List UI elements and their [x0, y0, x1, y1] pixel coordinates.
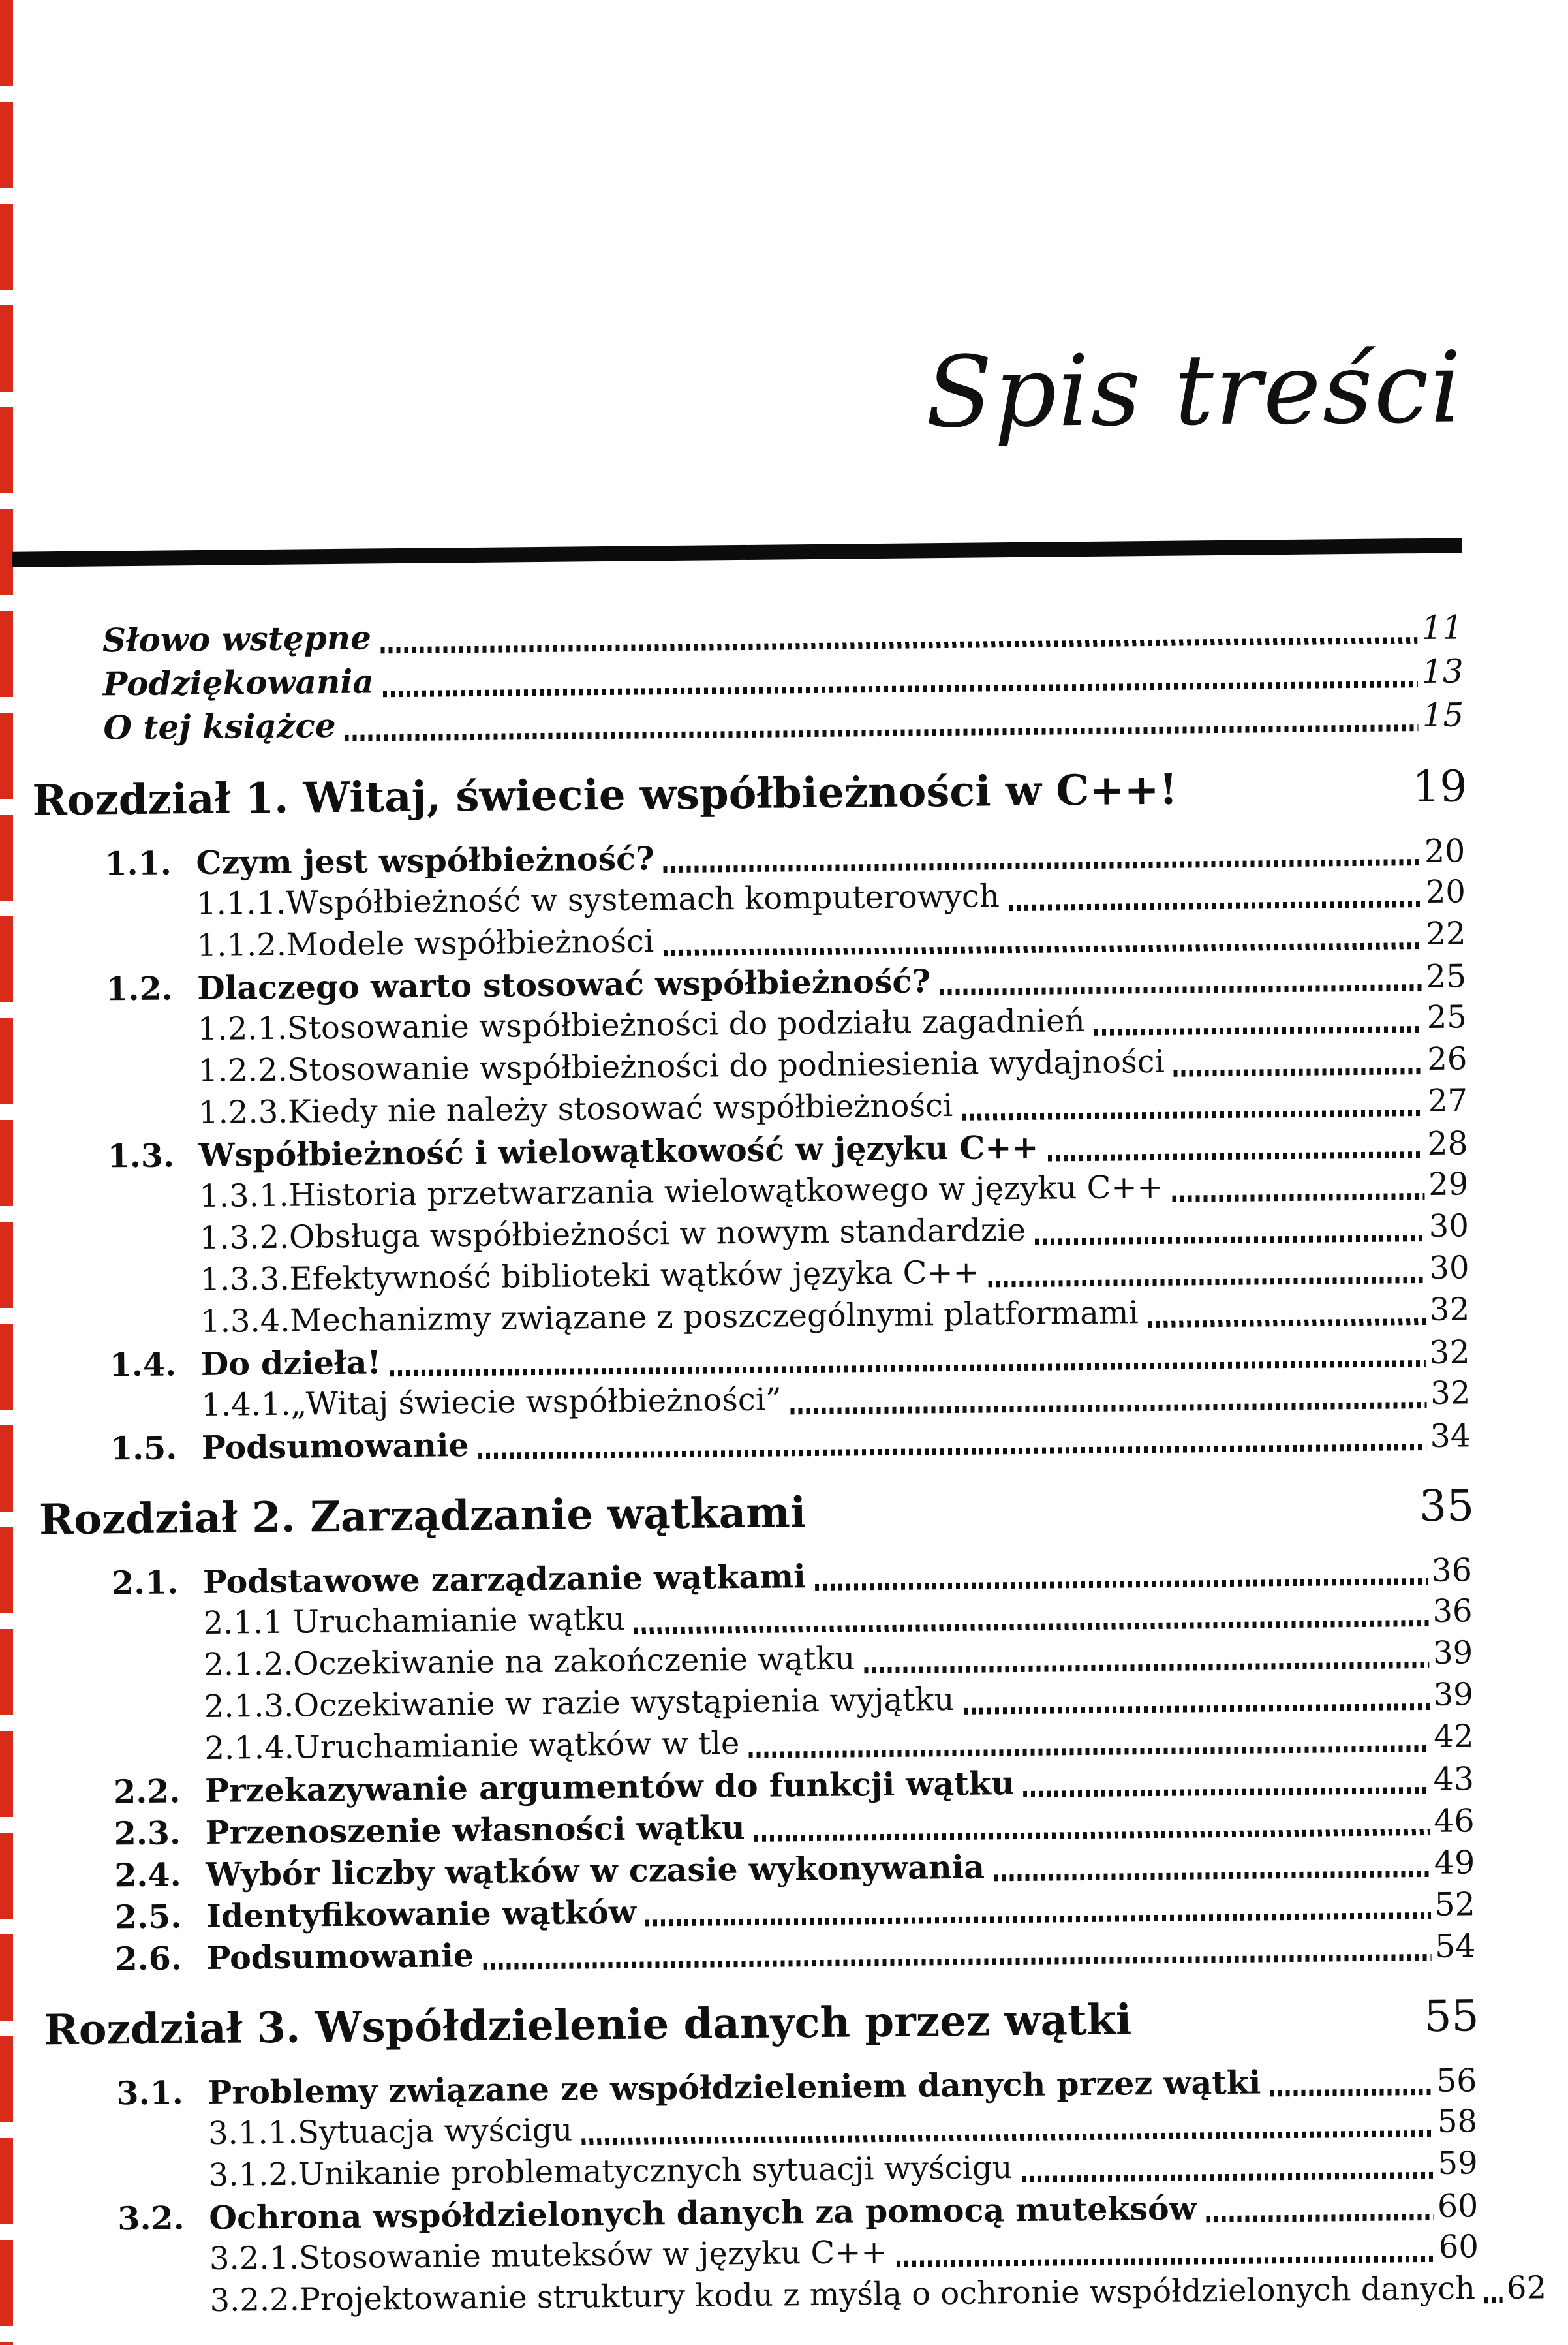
dot-leader — [1024, 1787, 1430, 1797]
entry-number: 1.1.2. — [196, 926, 287, 965]
dot-leader — [1094, 1026, 1423, 1036]
entry-title: Stosowanie muteksów w języku C++ — [298, 2233, 887, 2276]
entry-number: 2.4. — [114, 1856, 181, 1895]
entry-title: Uruchamianie wątków w tle — [294, 1725, 740, 1766]
dot-leader — [1048, 1151, 1424, 1162]
page-number: 36 — [1431, 1551, 1473, 1589]
entry-number: 2.1.2. — [203, 1645, 294, 1683]
entry-title: Modele współbieżności — [286, 923, 654, 963]
entry-number: 2.3. — [114, 1814, 181, 1853]
page-number: 26 — [1427, 1040, 1468, 1078]
entry-title: Oczekiwanie w razie wystąpienia wyjątku — [293, 1681, 955, 1724]
page-number: 49 — [1434, 1844, 1475, 1882]
entry-title: Kiedy nie należy stosować współbieżności — [287, 1087, 953, 1130]
page-number: 13 — [1421, 652, 1464, 691]
entry-title: Przenoszenie własności wątku — [205, 1809, 745, 1852]
page-number: 32 — [1429, 1333, 1470, 1371]
dot-leader — [380, 637, 1418, 653]
entry-number: 1.1. — [104, 844, 172, 883]
dot-leader — [664, 859, 1421, 873]
page-number: 32 — [1430, 1374, 1471, 1412]
entry-title: Projektowanie struktury kodu z myślą o ochronie współdzielonych danych — [299, 2270, 1476, 2318]
entry-title: Oczekiwanie na zakończenie wątku — [292, 1640, 855, 1683]
entry-title: Do dzieła! — [200, 1343, 382, 1384]
dot-leader — [864, 1662, 1429, 1673]
dot-leader — [1022, 2172, 1434, 2182]
page-number: 52 — [1434, 1886, 1476, 1923]
entry-title: Identyfikowanie wątków — [206, 1893, 637, 1935]
entry-number: 2.1.3. — [204, 1687, 294, 1725]
entry-title: Przekazywanie argumentów do funkcji wątku — [204, 1764, 1015, 1810]
dot-leader — [1174, 1068, 1424, 1077]
entry-title: Stosowanie współbieżności do podziału zagadnień — [286, 1002, 1085, 1047]
entry-number: 3.2.2. — [209, 2281, 300, 2319]
page-number: 29 — [1428, 1166, 1469, 1203]
dot-leader — [962, 1110, 1424, 1121]
dot-leader — [1148, 1318, 1426, 1328]
entry-title: Dlaczego warto stosować współbieżność? — [196, 962, 931, 1008]
entry-title: Podstawowe zarządzanie wątkami — [202, 1557, 806, 1602]
dot-leader — [989, 1277, 1426, 1287]
entry-number: 2.5. — [114, 1897, 182, 1936]
entry-title: Wybór liczby wątków w czasie wykonywania — [206, 1848, 985, 1893]
page-number: 22 — [1426, 915, 1466, 952]
dot-leader — [483, 1954, 1431, 1970]
dot-leader — [754, 1829, 1430, 1842]
chapter-page-number: 19 — [1412, 761, 1468, 813]
chapter-page-number: 55 — [1424, 1991, 1479, 2042]
entry-number: 1.3.4. — [200, 1302, 290, 1341]
dot-leader — [1173, 1193, 1425, 1202]
page-number: 54 — [1434, 1927, 1476, 1965]
page-number: 42 — [1434, 1718, 1474, 1755]
page-number: 60 — [1438, 2228, 1479, 2265]
entry-number: 1.1.1. — [196, 884, 286, 923]
entry-title: Efektywność biblioteki wątków języka C++ — [289, 1254, 980, 1297]
page-title: Spis treści — [925, 331, 1464, 450]
entry-title: Współbieżność w systemach komputerowych — [285, 878, 1000, 922]
page-number: 30 — [1429, 1249, 1469, 1286]
page-number: 20 — [1424, 832, 1466, 870]
chapter-title: Rozdział 2. Zarządzanie wątkami — [38, 1488, 807, 1545]
entry-number: 3.1. — [116, 2073, 184, 2113]
page-number: 56 — [1436, 2062, 1477, 2100]
entry-title: Współbieżność i wielowątkowość w języku C++ — [198, 1128, 1039, 1175]
chapter-heading-row — [38, 1480, 1475, 1557]
page-number: 32 — [1429, 1291, 1470, 1328]
entry-title: „Witaj świecie współbieżności” — [290, 1381, 782, 1423]
dot-leader — [345, 724, 1419, 741]
dot-leader — [1035, 1235, 1425, 1245]
entry-number: 3.2. — [117, 2199, 185, 2238]
entry-number: 1.2. — [105, 969, 173, 1008]
entry-title: Słowo wstępne — [102, 618, 372, 660]
dot-leader — [1270, 2089, 1432, 2096]
page-number: 20 — [1425, 873, 1466, 910]
title-rule — [12, 538, 1462, 567]
page-number: 30 — [1428, 1207, 1469, 1245]
entry-title: Problemy związane ze współdzieleniem danych przez wątki — [208, 2063, 1261, 2111]
table-of-contents — [32, 608, 1547, 2325]
entry-number: 1.3. — [107, 1136, 175, 1175]
entry-title: Mechanizmy związane z poszczególnymi platformami — [289, 1294, 1139, 1339]
entry-title: Ochrona współdzielonych danych za pomocą muteksów — [209, 2189, 1197, 2237]
page-number: 15 — [1422, 696, 1464, 735]
entry-title: Czym jest współbieżność? — [196, 839, 654, 882]
entry-number: 1.2.3. — [198, 1093, 288, 1132]
page-number: 43 — [1433, 1760, 1475, 1798]
entry-number: 2.2. — [113, 1772, 181, 1811]
dot-leader — [815, 1578, 1428, 1591]
page-number: 58 — [1437, 2103, 1478, 2140]
dot-leader — [940, 984, 1422, 995]
page-number: 62 — [1506, 2269, 1547, 2306]
entry-title: Historia przetwarzania wielowątkowego w języku C++ — [288, 1168, 1163, 1214]
chapter-heading-row — [44, 1991, 1477, 2067]
entry-number: 2.6. — [115, 1939, 183, 1978]
entry-number: 3.2.1. — [209, 2239, 300, 2277]
entry-number: 1.4.1. — [201, 1386, 292, 1424]
page-number: 25 — [1426, 999, 1468, 1036]
entry-number: 2.1.4. — [204, 1729, 295, 1767]
dot-leader — [478, 1444, 1426, 1459]
dot-leader — [383, 681, 1418, 697]
entry-number: 1.4. — [109, 1345, 177, 1384]
dot-leader — [1009, 901, 1422, 911]
entry-number: 1.2.2. — [198, 1051, 288, 1090]
dot-leader — [994, 1871, 1430, 1881]
entry-number: 2.1.1 — [203, 1604, 284, 1641]
dot-leader — [963, 1703, 1429, 1715]
dot-leader — [1206, 2214, 1434, 2222]
page-number: 27 — [1427, 1082, 1468, 1119]
entry-title: Uruchamianie wątku — [292, 1600, 625, 1641]
page-number: 60 — [1437, 2187, 1479, 2225]
dot-leader — [645, 1912, 1431, 1927]
entry-title: Stosowanie współbieżności do podniesienia wydajności — [287, 1043, 1165, 1089]
dot-leader — [1484, 2297, 1503, 2303]
entry-title: Obsługa współbieżności w nowym standardzie — [288, 1211, 1026, 1256]
entry-title: Sytuacja wyścigu — [297, 2111, 573, 2151]
page-number: 39 — [1432, 1634, 1473, 1671]
entry-number: 1.2.1. — [197, 1010, 288, 1048]
entry-number: 3.1.2. — [208, 2156, 299, 2194]
page-number: 46 — [1433, 1802, 1475, 1840]
page-number: 59 — [1437, 2145, 1478, 2182]
entry-title: O tej książce — [103, 706, 336, 747]
chapter-heading-row — [32, 761, 1468, 837]
dot-leader — [748, 1745, 1430, 1758]
entry-number: 1.5. — [110, 1429, 177, 1468]
page-number: 25 — [1425, 957, 1467, 995]
page-number: 11 — [1421, 608, 1464, 647]
entry-title: Unikanie problematycznych sytuacji wyścigu — [298, 2149, 1013, 2193]
chapter-title: Rozdział 3. Współdzielenie danych przez wątki — [44, 1995, 1132, 2055]
dot-leader — [634, 1620, 1429, 1634]
dot-leader — [581, 2130, 1434, 2145]
entry-number: 1.3.1. — [199, 1177, 289, 1215]
page-number: 36 — [1432, 1592, 1473, 1630]
dot-leader — [390, 1360, 1425, 1376]
entry-number: 2.1. — [111, 1563, 179, 1602]
page-number: 34 — [1430, 1417, 1471, 1455]
entry-title: Podsumowanie — [206, 1936, 474, 1977]
entry-title: Podziękowania — [102, 662, 375, 704]
entry-title: Podsumowanie — [201, 1426, 469, 1467]
chapter-page-number: 35 — [1419, 1480, 1475, 1532]
entry-number: 1.3.2. — [199, 1219, 290, 1257]
dot-leader — [897, 2256, 1435, 2267]
dot-leader — [663, 942, 1422, 956]
page-number: 39 — [1433, 1676, 1474, 1713]
chapter-title: Rozdział 1. Witaj, świecie współbieżności w C++! — [32, 765, 1178, 826]
entry-number: 1.3.3. — [200, 1260, 290, 1299]
entry-number: 3.1.1. — [208, 2114, 298, 2152]
page-number: 28 — [1427, 1125, 1468, 1162]
dot-leader — [791, 1402, 1427, 1414]
